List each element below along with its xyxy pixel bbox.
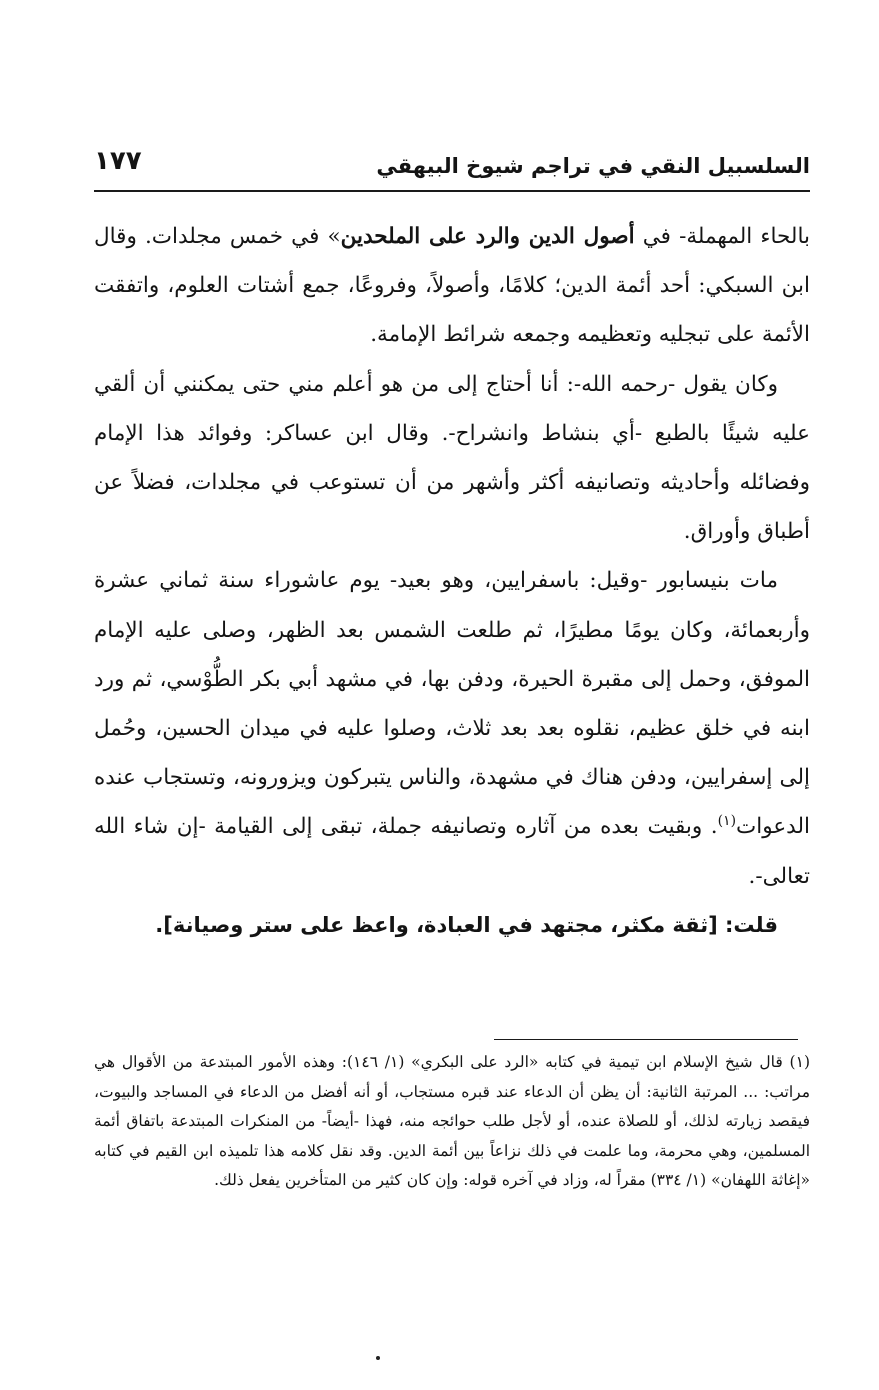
paragraph-1-prefix: بالحاء المهملة- في xyxy=(634,224,811,249)
running-title: السلسبيل النقي في تراجم شيوخ البيهقي xyxy=(376,154,810,178)
paragraph-1 xyxy=(94,212,810,360)
page-dot xyxy=(376,1356,380,1360)
page-number: ١٧٧ xyxy=(94,146,142,176)
page-header xyxy=(94,140,810,192)
author-comment: قلت: [ثقة مكثر، مجتهد في العبادة، واعظ على ستر وصيانة]. xyxy=(155,912,778,937)
paragraph-2: وكان يقول -رحمه الله-: أنا أحتاج إلى من هو أعلم مني حتى يمكنني أن ألقي عليه شيئًا بالطبع -أي بنشاط وانشراح-. وقال ابن عساكر: وفوائد هذا الإمام وفضائله وأحاديثه وتصانيفه أكثر وأشهر من أن تستوعب في مجلدات، فضلاً عن أطباق وأوراق. xyxy=(94,371,810,545)
footnote-marker[interactable]: (١) xyxy=(717,813,737,830)
paragraph-3-text: مات بنيسابور -وقيل: باسفرايين، وهو بعيد- يوم عاشوراء سنة ثماني عشرة وأربعمائة، وكان يومًا مطيرًا، ثم طلعت الشمس بعد الظهر، وصلى عليه الإمام الموفق، وحمل إلى مقبرة الحيرة، ودفن بها، في مشهد أبي بكر الطُّوْسي، ثم ورد ابنه في خلق عظيم، نقلوه بعد بعد ثلاث، وصلوا عليه في ميدان الحسين، وحُمل إلى إسفرايين، ودفن هناك في مشهدة، والناس يتبركون ويزورونه، وتستجاب عنده الدعوات xyxy=(94,568,810,840)
paragraph-1-suffix: » في خمس مجلدات. وقال ابن السبكي: أحد أئمة الدين؛ كلامًا، وأصولاً، وفروعًا، جمع أشتات العلوم، واتفقت الأئمة على تبجليه وتعظيمه وجمعه شرائط الإمامة. xyxy=(94,224,810,348)
header-rule xyxy=(94,190,810,192)
paragraph-4 xyxy=(94,901,810,950)
footnote-1: (١) قال شيخ الإسلام ابن تيمية في كتابه «الرد على البكري» (١/ ١٤٦): وهذه الأمور المبتدعة من الأقوال هي مراتب: ... المرتبة الثانية: أن يظن أن الدعاء عند قبره مستجاب، أو أنه أفضل من الدعاء في المساجد والبيوت، فيقصد زيارته لذلك، أو للصلاة عنده، أو لأجل طلب حوائجه منه، فهذا -أيضاً- من المنكرات المبتدعة باتفاق أئمة المسلمين، وهي محرمة، وما علمت في ذلك نزاعاً بين أئمة الدين. وقد نقل كلامه هذا تلميذه ابن القيم في كتابه «إغاثة اللهفان» (١/ ٣٣٤) مقراً له، وزاد في آخره قوله: وإن كان كثير من المتأخرين يفعل ذلك. xyxy=(94,1053,810,1190)
paragraph-3-text-end: . وبقيت بعده من آثاره وتصانيفه جملة، تبقى إلى القيامة -إن شاء الله تعالى-. xyxy=(94,814,810,889)
main-text xyxy=(94,212,810,950)
paragraph-3 xyxy=(94,556,810,900)
footnote-separator xyxy=(494,1039,798,1040)
footnotes xyxy=(94,1048,810,1196)
book-title: أصول الدين والرد على الملحدين xyxy=(340,224,635,249)
